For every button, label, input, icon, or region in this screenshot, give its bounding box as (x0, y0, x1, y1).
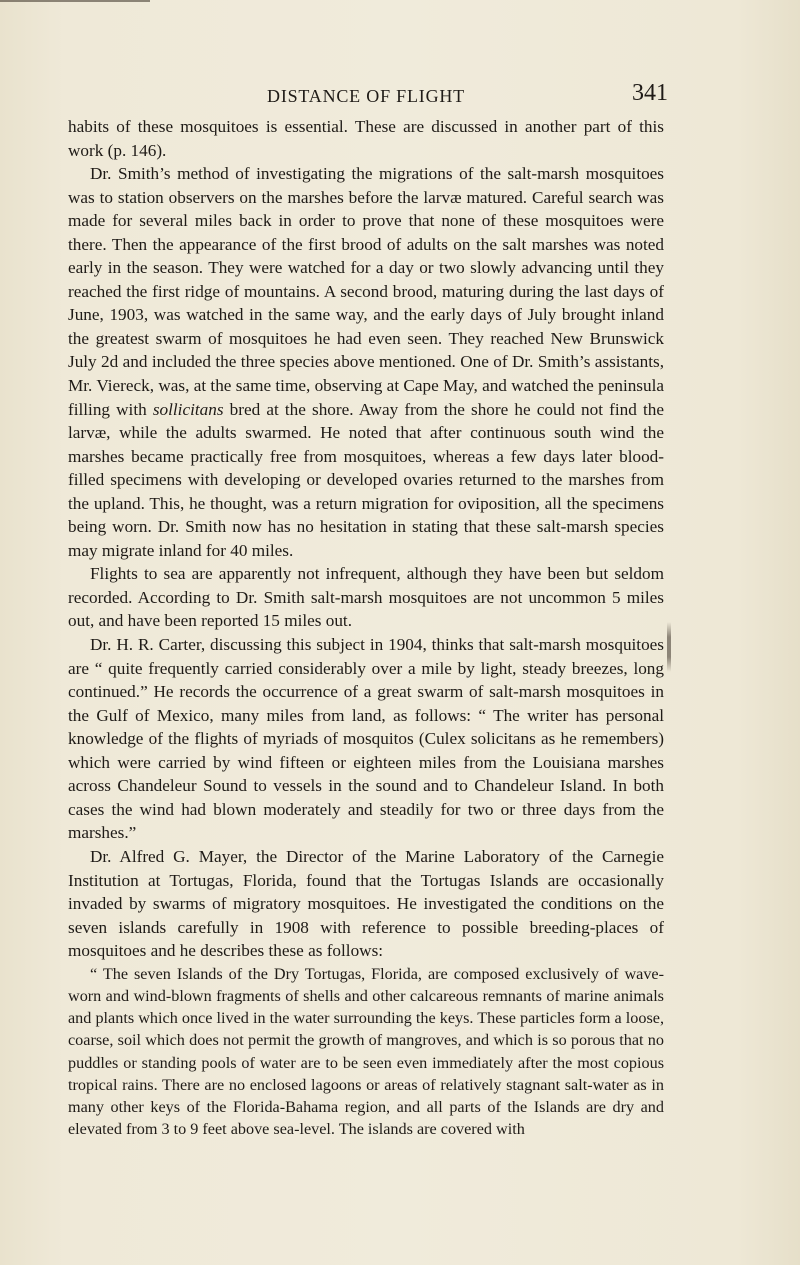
paragraph: Dr. Smith’s method of investigating the migrations of the salt-marsh mosquitoes was to station observers on the marshes before the larvæ matured. Careful search was made for several miles back in order to prove that none of these mosquitoes were there. Then the appearance of the first brood of adults on the salt marshes was noted early in the season. They were watched for a day or two slowly advancing until they reached the first ridge of mountains. A second brood, maturing during the last days of June, 1903, was watched in the same way, and the early days of July brought inland the greatest swarm of mosquitoes he had even seen. They reached New Brunswick July 2d and included the three species above mentioned. One of Dr. Smith’s assistants, Mr. Viereck, was, at the same time, observing at Cape May, and watched the peninsula filling with sollicitans bred at the shore. Away from the shore he could not find the larvæ, while the adults swarmed. He noted that after continuous south wind the marshes became practically free from mosquitoes, whereas a few days later blood-filled specimens with developing or developed ovaries returned to the marshes from the upland. This, he thought, was a return migration for oviposition, all the specimens being worn. Dr. Smith now has no hesitation in stating that these salt-marsh species may migrate inland for 40 miles. (68, 164, 664, 560)
paragraph: “ The seven Islands of the Dry Tortugas, Florida, are composed exclusively of wave-worn and wind-blown fragments of shells and other calcareous remnants of marine animals and plants which once lived in the water surrounding the keys. These particles form a loose, coarse, soil which does not permit the growth of mangroves, and which is so porous that no puddles or standing pools of water are to be seen even immediately after the most copious tropical rains. There are no enclosed lagoons or areas of relatively stagnant salt-water as in many other keys of the Florida-Bahama region, and all parts of the Islands are dry and elevated from 3 to 9 feet above sea-level. The islands are covered with (68, 964, 664, 1139)
paragraph: habits of these mosquitoes is essential. These are discussed in another part of this work (p. 146). (68, 117, 664, 160)
page-edge-shadow (0, 0, 150, 10)
running-head: DISTANCE OF FLIGHT (267, 86, 465, 106)
body-text (68, 115, 664, 1140)
page-mark (667, 622, 671, 672)
paragraph: Dr. Alfred G. Mayer, the Director of the Marine Laboratory of the Carnegie Institution at Tortugas, Florida, found that the Tortugas Islands are occasionally invaded by swarms of migratory mosquitoes. He investigated the conditions on the seven islands carefully in 1908 with reference to possible breeding-places of mosquitoes and he describes these as follows: (68, 846, 664, 961)
paragraph: Dr. H. R. Carter, discussing this subject in 1904, thinks that salt-marsh mosquitoes are “ quite frequently carried considerably over a mile by light, steady breezes, long continued.” He records the occurrence of a great swarm of salt-marsh mosquitoes in the Gulf of Mexico, many miles from land, as follows: “ The writer has personal knowledge of the flights of myriads of mosquitos (Culex solicitans as he remembers) which were carried by wind fifteen or eighteen miles from the Louisiana marshes across Chandeleur Sound to vessels in the sound and to Chandeleur Island. In both cases the wind had blown moderately and steadily for two or three days from the marshes.” (68, 635, 664, 843)
page-number: 341 (632, 80, 668, 106)
page-header (68, 78, 668, 108)
paragraph: Flights to sea are apparently not infrequent, although they have been but seldom recorded. According to Dr. Smith salt-marsh mosquitoes are not uncommon 5 miles out, and have been reported 15 miles out. (68, 564, 664, 631)
